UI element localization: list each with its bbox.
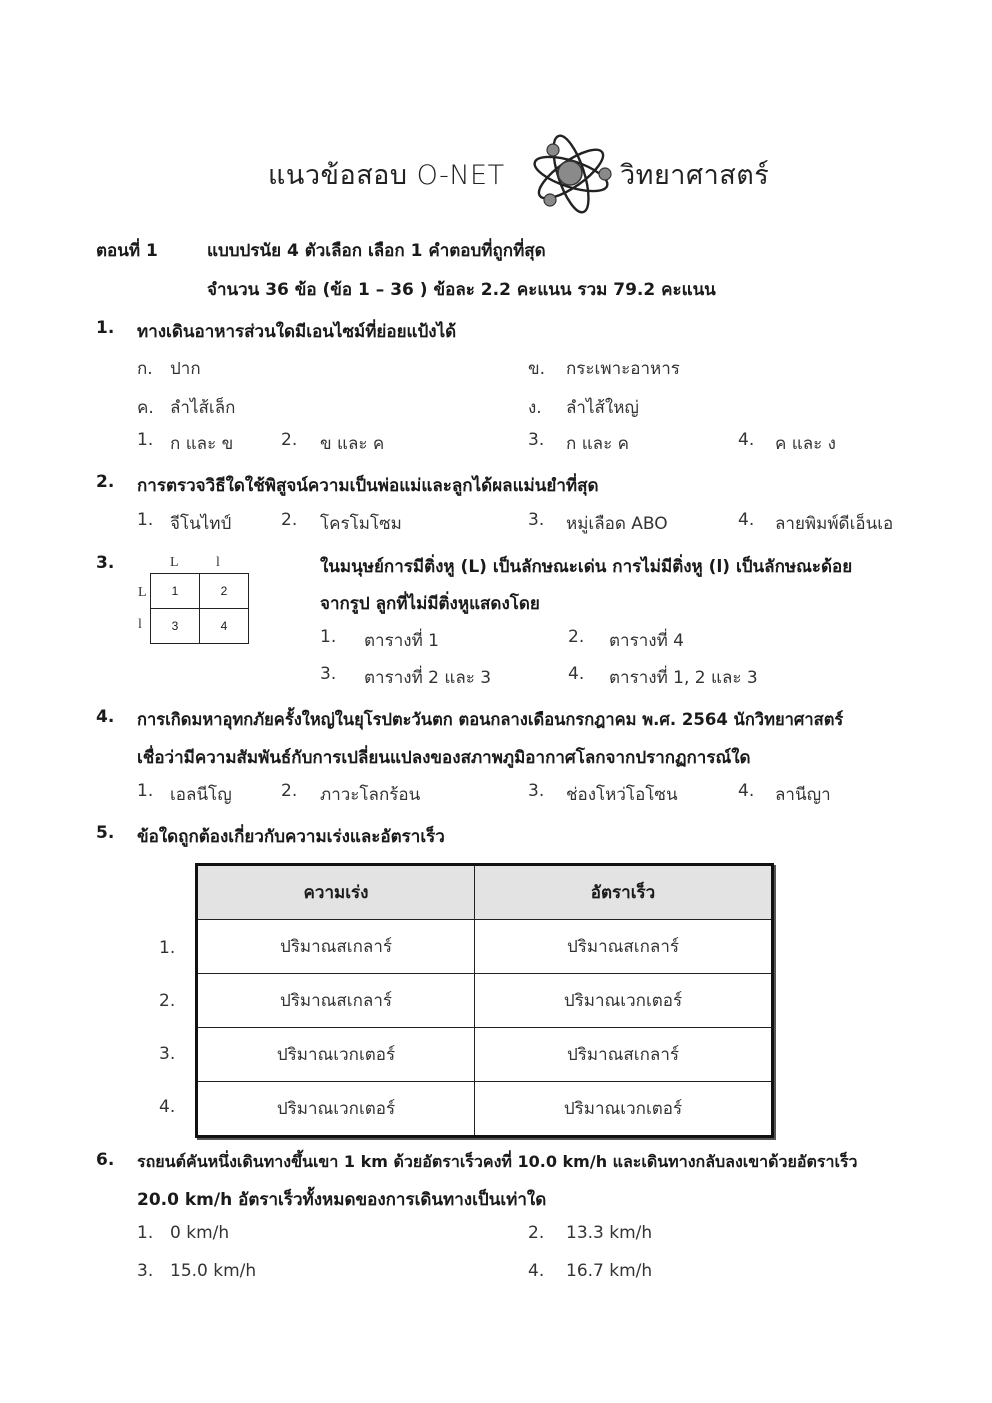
option-2[interactable]: 13.3 km/h — [566, 1223, 653, 1243]
punnett-col-header: l — [216, 555, 220, 570]
option-label: 3. — [137, 1261, 154, 1281]
option-label: 3. — [528, 430, 545, 450]
column-header-acceleration: ความเร่ง — [197, 865, 475, 920]
question-text: ข้อใดถูกต้องเกี่ยวกับความเร่งและอัตราเร็ว — [137, 827, 445, 847]
acceleration-speed-table — [195, 863, 774, 1138]
question-text: การตรวจวิธีใดใช้พิสูจน์ความเป็นพ่อแม่และลูกได้ผลแม่นยำที่สุด — [137, 476, 599, 496]
punnett-cell: 1 — [151, 574, 200, 609]
question-number: 5. — [96, 823, 115, 843]
option-label: 4. — [568, 664, 585, 684]
question-text-line-1: ในมนุษย์การมีติ่งหู (L) เป็นลักษณะเด่น การไม่มีติ่งหู (l) เป็นลักษณะด้อย — [320, 557, 853, 577]
table-row-label: 1. — [159, 938, 176, 958]
option-2[interactable]: ภาวะโลกร้อน — [320, 785, 421, 805]
table-cell: ปริมาณสเกลาร์ — [475, 1028, 773, 1082]
table-cell: ปริมาณเวกเตอร์ — [475, 974, 773, 1028]
punnett-grid — [150, 573, 249, 644]
option-1[interactable]: 0 km/h — [170, 1223, 230, 1243]
statement-label: ค. — [137, 398, 154, 418]
statement-label: ก. — [137, 359, 153, 379]
option-label: 1. — [137, 781, 154, 801]
option-4[interactable]: ตารางที่ 1, 2 และ 3 — [609, 668, 758, 688]
option-1[interactable]: ก และ ข — [170, 434, 234, 454]
option-4[interactable]: ลายพิมพ์ดีเอ็นเอ — [775, 514, 894, 534]
punnett-cell: 4 — [200, 609, 249, 644]
statement-text: กระเพาะอาหาร — [566, 359, 680, 379]
question-number: 1. — [96, 318, 115, 338]
table-cell: ปริมาณเวกเตอร์ — [475, 1082, 773, 1137]
question-text-line-1: การเกิดมหาอุทกภัยครั้งใหญ่ในยุโรปตะวันตก ตอนกลางเดือนกรกฎาคม พ.ศ. 2564 นักวิทยาศาสตร์ — [137, 710, 844, 729]
punnett-col-header: L — [170, 555, 179, 570]
table-row-label: 2. — [159, 991, 176, 1011]
option-label: 2. — [281, 510, 298, 530]
question-text: ทางเดินอาหารส่วนใดมีเอนไซม์ที่ย่อยแป้งได้ — [137, 322, 457, 342]
table-row-label: 4. — [159, 1097, 176, 1117]
table-row[interactable] — [197, 920, 773, 974]
question-number: 6. — [96, 1150, 115, 1170]
option-3[interactable]: ก และ ค — [566, 434, 629, 454]
question-number: 3. — [96, 553, 115, 573]
table-row[interactable] — [197, 1082, 773, 1137]
option-3[interactable]: ตารางที่ 2 และ 3 — [364, 668, 492, 688]
option-label: 2. — [568, 627, 585, 647]
option-2[interactable]: โครโมโซม — [320, 514, 402, 534]
section-instructions: แบบปรนัย 4 ตัวเลือก เลือก 1 คำตอบที่ถูกที่สุด — [207, 241, 546, 261]
option-2[interactable]: ข และ ค — [320, 434, 385, 454]
option-label: 1. — [137, 1223, 154, 1243]
option-3[interactable]: 15.0 km/h — [170, 1261, 257, 1281]
question-text-line-2: เชื่อว่ามีความสัมพันธ์กับการเปลี่ยนแปลงของสภาพภูมิอากาศโลกจากปรากฏการณ์ใด — [137, 748, 751, 768]
option-1[interactable]: จีโนไทป์ — [170, 514, 232, 534]
page-title-right: วิทยาศาสตร์ — [620, 160, 770, 191]
option-1[interactable]: เอลนีโญ — [170, 785, 232, 805]
question-number: 4. — [96, 707, 115, 727]
option-label: 1. — [137, 510, 154, 530]
statement-label: ง. — [528, 398, 542, 418]
punnett-row-header: L — [138, 585, 147, 600]
question-number: 2. — [96, 472, 115, 492]
punnett-cell: 3 — [151, 609, 200, 644]
page-title-left: แนวข้อสอบ O-NET — [268, 160, 505, 191]
table-cell: ปริมาณสเกลาร์ — [197, 920, 475, 974]
column-header-speed: อัตราเร็ว — [475, 865, 773, 920]
option-4[interactable]: ลานีญา — [775, 785, 831, 805]
option-label: 4. — [738, 430, 755, 450]
option-4[interactable]: 16.7 km/h — [566, 1261, 653, 1281]
option-label: 1. — [137, 430, 154, 450]
table-cell: ปริมาณสเกลาร์ — [475, 920, 773, 974]
option-label: 3. — [320, 664, 337, 684]
table-row-label: 3. — [159, 1044, 176, 1064]
section-scoring: จำนวน 36 ข้อ (ข้อ 1 – 36 ) ข้อละ 2.2 คะแนน รวม 79.2 คะแนน — [207, 280, 716, 300]
table-cell: ปริมาณสเกลาร์ — [197, 974, 475, 1028]
table-cell: ปริมาณเวกเตอร์ — [197, 1082, 475, 1137]
option-label: 3. — [528, 510, 545, 530]
table-cell: ปริมาณเวกเตอร์ — [197, 1028, 475, 1082]
statement-text: ลำไส้เล็ก — [170, 398, 236, 418]
question-text-line-2: 20.0 km/h อัตราเร็วทั้งหมดของการเดินทางเป็นเท่าใด — [137, 1190, 547, 1210]
question-text-line-1: รถยนต์คันหนึ่งเดินทางขึ้นเขา 1 km ด้วยอัตราเร็วคงที่ 10.0 km/h และเดินทางกลับลงเขาด้วยอัตราเร็ว — [137, 1152, 858, 1171]
option-label: 2. — [281, 781, 298, 801]
statement-label: ข. — [528, 359, 546, 379]
option-label: 4. — [738, 781, 755, 801]
punnett-cell: 2 — [200, 574, 249, 609]
table-row[interactable] — [197, 974, 773, 1028]
option-label: 4. — [528, 1261, 545, 1281]
option-label: 3. — [528, 781, 545, 801]
option-1[interactable]: ตารางที่ 1 — [364, 631, 439, 651]
option-3[interactable]: หมู่เลือด ABO — [566, 514, 668, 534]
question-text-line-2: จากรูป ลูกที่ไม่มีติ่งหูแสดงโดย — [320, 594, 540, 614]
statement-text: ลำไส้ใหญ่ — [566, 398, 639, 418]
section-label: ตอนที่ 1 — [96, 241, 158, 261]
table-header-row — [197, 865, 773, 920]
option-3[interactable]: ช่องโหว่โอโซน — [566, 785, 678, 805]
option-2[interactable]: ตารางที่ 4 — [609, 631, 684, 651]
option-label: 2. — [281, 430, 298, 450]
option-label: 2. — [528, 1223, 545, 1243]
option-4[interactable]: ค และ ง — [775, 434, 836, 454]
atom-icon — [527, 130, 615, 218]
punnett-row-header: l — [138, 617, 142, 632]
table-row[interactable] — [197, 1028, 773, 1082]
option-label: 4. — [738, 510, 755, 530]
statement-text: ปาก — [170, 359, 201, 379]
option-label: 1. — [320, 627, 337, 647]
